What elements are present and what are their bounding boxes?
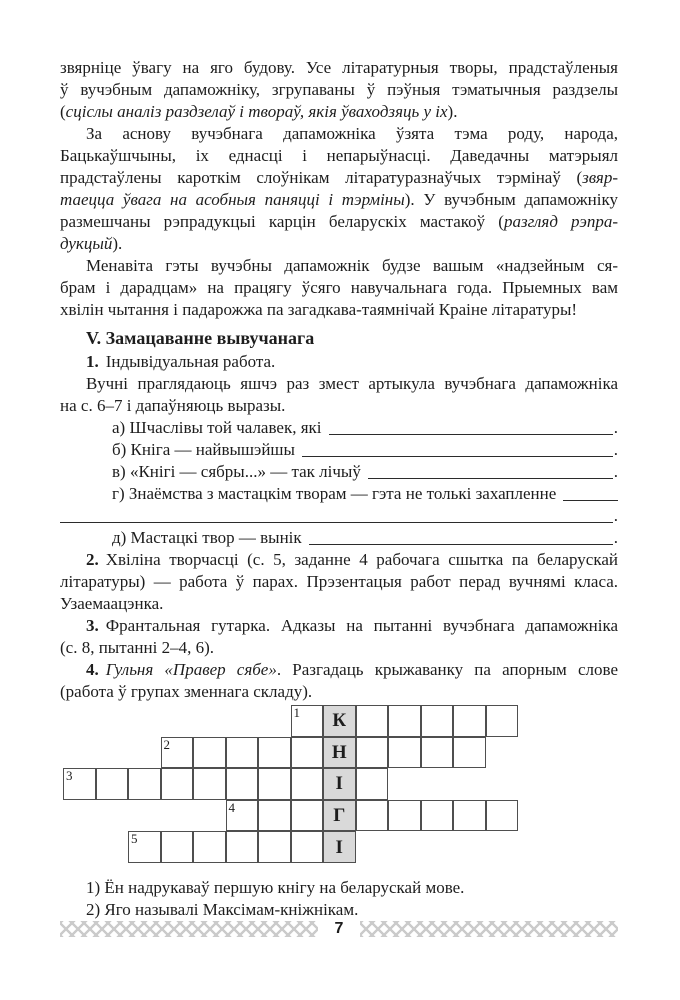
text-segment: . — [613, 506, 618, 525]
answer-blank — [329, 434, 613, 435]
text-segment: Франтальная гутарка. Адказы на пытанні вучэбнага дапаможніка — [105, 616, 618, 635]
crossword-cell — [193, 737, 226, 769]
text-segment: ). — [447, 102, 458, 121]
crossword-letter-cell — [323, 800, 356, 832]
section-heading: V. Замацаванне вывучанага — [86, 328, 315, 348]
crossword-cell — [161, 737, 194, 769]
crossword-row — [63, 768, 388, 800]
text-segment: . — [613, 462, 618, 481]
text-segment: . — [613, 440, 618, 459]
crossword-cell — [128, 831, 161, 863]
crossword-cell — [226, 737, 259, 769]
text-segment: размешчаны рэпрадукцыі карцін беларускіх мастакоў ( — [60, 212, 504, 231]
text-line: ў вучэбным дапаможніку, згрупаваны ў пэўныя тэматычныя раздзелы — [60, 80, 618, 99]
text-line: (работа ў групах зменнага складу). — [60, 682, 313, 701]
fill-label: а) Шчаслівы той чалавек, які — [112, 418, 322, 437]
page-footer — [60, 920, 618, 937]
fill-label: б) Кніга — найвышэйшы — [112, 440, 295, 459]
text-segment-italic: дукцый — [60, 234, 113, 253]
text-segment: . Разгадаць крыжаванку па апорным слове — [276, 660, 618, 679]
crossword-cell — [421, 705, 454, 737]
answer-blank — [302, 456, 613, 457]
intro-paragraph-2 — [60, 123, 618, 255]
crossword-cell — [388, 800, 421, 832]
item-number: 2. — [86, 550, 99, 569]
fill-label: д) Мастацкі твор — вынік — [112, 528, 302, 547]
crossword-clue-number: 1 — [293, 705, 300, 720]
crossword-letter: Г — [333, 805, 346, 827]
fill-label: в) «Кнігі — сябры...» — так лічыў — [112, 462, 361, 481]
text-line: Менавіта гэты вучэбны дапаможнік будзе вашым «надзейным ся- — [86, 256, 618, 275]
fill-line-v — [60, 461, 618, 483]
text-segment: Індывідуальная работа. — [105, 352, 276, 371]
text-segment-italic: Гульня «Правер сябе» — [105, 660, 277, 679]
text-line: (с. 8, пытанні 2–4, 6). — [60, 638, 214, 657]
crossword-cell — [63, 768, 96, 800]
crossword-cell — [291, 737, 324, 769]
intro-paragraph-3 — [60, 255, 618, 321]
list-item-3 — [60, 615, 618, 659]
text-line — [60, 615, 618, 637]
crossword-cell — [193, 831, 226, 863]
crossword-letter: І — [335, 836, 343, 858]
list-item-1 — [60, 351, 618, 417]
text-line: звярніце ўвагу на яго будову. Усе літаратурныя творы, прадстаўленыя — [60, 58, 618, 77]
text-line — [60, 351, 618, 373]
clue-line: 1) Ён надрукаваў першую кнігу на беларускай мове. — [86, 878, 465, 897]
text-line: Бацькаўшчыны, іх еднасці і непарыўнасці. Даведачны матэрыял — [60, 146, 618, 165]
crossword-cell — [291, 831, 324, 863]
crossword-clue-number: 3 — [66, 768, 73, 784]
page-content — [60, 57, 618, 921]
text-segment-italic: таецца ўвага на асобныя паняцці і тэрміны — [60, 190, 405, 209]
text-segment: . — [613, 528, 618, 547]
crossword-cell — [421, 800, 454, 832]
crossword-cell — [258, 737, 291, 769]
crossword-cell — [356, 768, 389, 800]
crossword-letter-cell — [323, 705, 356, 737]
crossword-cell — [388, 737, 421, 769]
crossword-cell — [258, 831, 291, 863]
page-number: 7 — [334, 919, 344, 937]
crossword-cell — [388, 705, 421, 737]
text-line — [60, 167, 618, 189]
fill-line-a — [60, 417, 618, 439]
fill-line-b — [60, 439, 618, 461]
crossword-cell — [258, 800, 291, 832]
crossword-cell — [453, 800, 486, 832]
crossword-cell — [291, 800, 324, 832]
answer-blank — [60, 522, 613, 523]
answer-blank — [309, 544, 613, 545]
text-segment-italic: звяр- — [582, 168, 618, 187]
crossword-cell — [96, 768, 129, 800]
intro-paragraph-1 — [60, 57, 618, 123]
item-number: 1. — [86, 352, 99, 371]
text-line: За аснову вучэбнага дапаможніка ўзята тэма роду, народа, — [86, 124, 618, 143]
crossword-cell — [356, 705, 389, 737]
text-line: літаратуры) — работа ў парах. Прэзентацыя работ перад вучнямі класа. — [60, 572, 618, 591]
crossword-cell — [356, 737, 389, 769]
text-segment: ( — [60, 102, 66, 121]
crossword-letter-cell — [323, 737, 356, 769]
text-line — [60, 659, 618, 681]
text-segment-italic: разгляд рэпра- — [503, 212, 618, 231]
list-item-2 — [60, 549, 618, 615]
text-line — [60, 549, 618, 571]
crossword-clue-number: 2 — [163, 736, 170, 752]
clue-line: 2) Яго называлі Максімам-кніжнікам. — [86, 900, 359, 919]
crossword-cell — [291, 705, 324, 737]
crossword-letter: І — [335, 773, 343, 795]
text-segment: ). У вучэбным дапаможніку — [404, 190, 619, 209]
crossword-clues — [60, 877, 618, 921]
crossword-row — [128, 831, 356, 863]
crossword-cell — [356, 800, 389, 832]
crossword-grid — [63, 705, 618, 867]
list-item-4 — [60, 659, 618, 703]
text-line — [60, 189, 618, 211]
answer-blank — [563, 500, 618, 501]
text-line: Вучні праглядаюць яшчэ раз змест артыкула вучэбнага дапаможніка — [86, 374, 618, 393]
crossword-letter-cell — [323, 831, 356, 863]
crossword-cell — [193, 768, 226, 800]
crossword-cell — [486, 800, 519, 832]
crossword-row — [161, 737, 486, 769]
crossword-cell — [128, 768, 161, 800]
fill-line-g — [60, 483, 618, 505]
crossword-letter: Н — [331, 741, 347, 763]
crossword-clue-number: 4 — [228, 799, 235, 815]
text-segment: прадстаўлены кароткім слоўнікам літаратуразнаўчых тэрмінаў ( — [60, 168, 583, 187]
crossword-letter: К — [332, 710, 347, 732]
crossword-cell — [486, 705, 519, 737]
text-segment: ). — [112, 234, 123, 253]
crossword-cell — [453, 705, 486, 737]
text-line: хвілін чытання і падарожжа па загадкава-таямнічай Краіне літаратуры! — [60, 300, 578, 319]
crossword-cell — [226, 831, 259, 863]
text-segment: . — [613, 418, 618, 437]
text-line — [60, 101, 618, 123]
crossword-row — [226, 800, 519, 832]
crossword-cell — [226, 800, 259, 832]
fill-line-d — [60, 527, 618, 549]
crossword-cell — [291, 768, 324, 800]
text-segment-italic: сціслы аналіз раздзелаў і твораў, якія ўваходзяць у іх — [65, 102, 448, 121]
text-line: брам і дарадцам» на працягу ўсяго навучальнага года. Прыемных вам — [60, 278, 618, 297]
text-line — [60, 233, 618, 255]
footer-ornament-band-right — [360, 921, 618, 937]
crossword-cell — [258, 768, 291, 800]
crossword-cell — [421, 737, 454, 769]
crossword-letter-cell — [323, 768, 356, 800]
text-segment: Хвіліна творчасці (с. 5, заданне 4 рабочага сшытка па беларускай — [105, 550, 618, 569]
crossword-cell — [161, 768, 194, 800]
crossword-cell — [453, 737, 486, 769]
footer-ornament-band-left — [60, 921, 318, 937]
crossword-row — [291, 705, 519, 737]
fill-in-blanks — [60, 417, 618, 549]
item-number: 4. — [86, 660, 99, 679]
answer-blank — [368, 478, 613, 479]
text-line: на с. 6–7 і дапаўняюць выразы. — [60, 396, 286, 415]
fill-label: г) Знаёмства з мастацкім творам — гэта не толькі захапленне — [112, 484, 557, 503]
item-number: 3. — [86, 616, 99, 635]
crossword-clue-number: 5 — [131, 831, 138, 847]
crossword-cell — [161, 831, 194, 863]
text-line: Узаемаацэнка. — [60, 594, 164, 613]
crossword-cell — [226, 768, 259, 800]
fill-line-g-continuation — [60, 505, 618, 527]
text-line — [60, 211, 618, 233]
